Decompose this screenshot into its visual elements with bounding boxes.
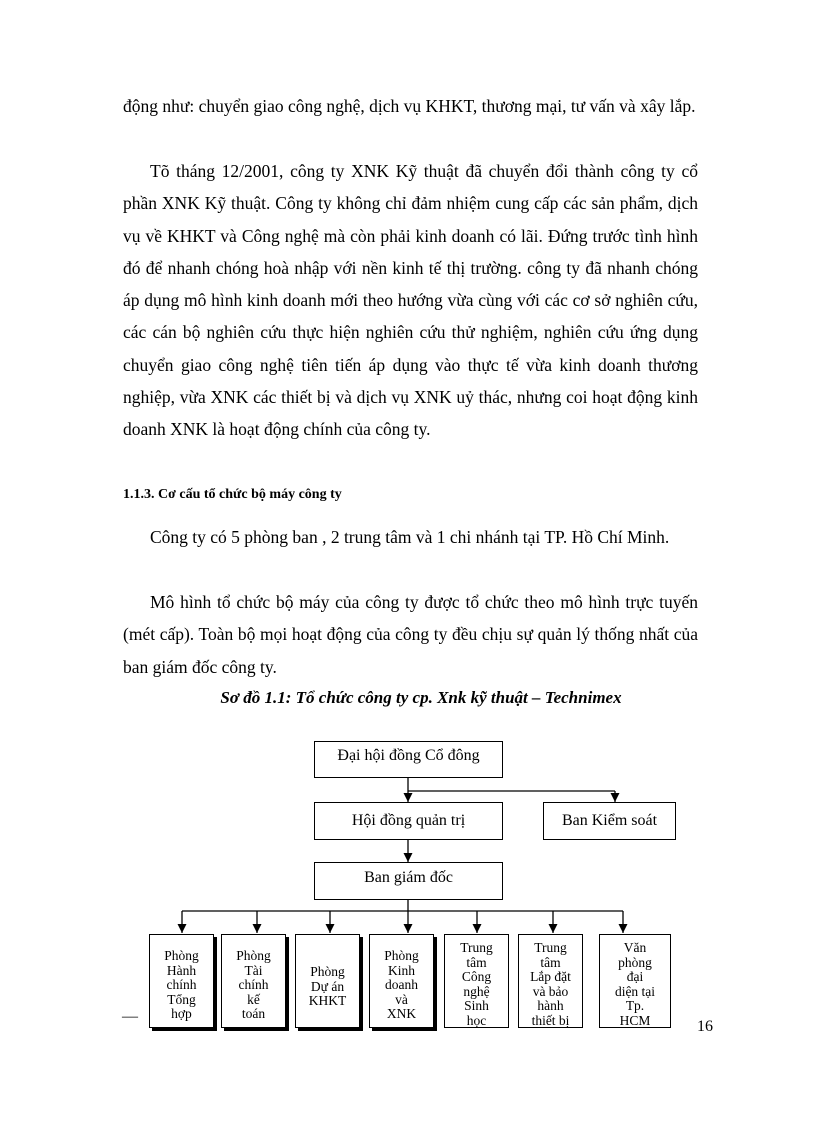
board-label: Hội đồng quản trị <box>351 811 466 829</box>
unit-admin-box: Phòng Hành chính Tổng hợp <box>149 934 214 1028</box>
diagram-caption: Sơ đồ 1.1: Tổ chức công ty cp. Xnk kỹ thuật – Technimex <box>220 688 622 707</box>
board-box <box>314 802 503 840</box>
page-number: 16 <box>697 1018 713 1035</box>
paragraph-continuation: động như: chuyển giao công nghệ, dịch vụ KHKT, thương mại, tư vấn và xây lắp. <box>123 96 696 116</box>
footer-dash: — <box>122 1008 138 1025</box>
shareholders-label: Đại hội đồng Cổ đông <box>337 747 480 764</box>
unit-biotech-box: Trung tâm Công nghệ Sinh học <box>444 934 509 1028</box>
paragraph-departments: Công ty có 5 phòng ban , 2 trung tâm và 1 chi nhánh tại TP. Hồ Chí Minh. <box>150 527 670 547</box>
directors-box <box>314 862 503 900</box>
paragraph-model: Mô hình tổ chức bộ máy của công ty được tổ chức theo mô hình trực tuyến (mét cấp). Toàn bộ mọi hoạt động của công ty đều chịu sự quản lý thống nhất của ban giám đốc công ty. <box>123 592 698 677</box>
unit-hcm-office-box: Văn phòng đại diện tại Tp. HCM <box>599 934 671 1028</box>
directors-label: Ban giám đốc <box>364 869 453 886</box>
unit-project-box: Phòng Dự án KHKT <box>295 934 360 1028</box>
shareholders-box <box>314 741 503 778</box>
unit-installation-box: Trung tâm Lắp đặt và bảo hành thiết bị <box>518 934 583 1028</box>
unit-business-box: Phòng Kinh doanh và XNK <box>369 934 434 1028</box>
unit-finance-box: Phòng Tài chính kế toán <box>221 934 286 1028</box>
paragraph-conversion: Tõ tháng 12/2001, công ty XNK Kỹ thuật đã chuyển đổi thành công ty cổ phần XNK Kỹ thuật. Công ty không chỉ đảm nhiệm cung cấp các sản phẩm, dịch vụ về KHKT và Công nghệ mà còn phải kinh doanh có lãi. Đứng trước tình hình đó để nhanh chóng hoà nhập với nền kinh tế thị trường. công ty đã nhanh chóng áp dụng mô hình kinh doanh mới theo hướng vừa cùng với các cơ sở nghiên cứu, các cán bộ nghiên cứu thực hiện nghiên cứu thử nghiệm, nghiên cứu ứng dụng chuyển giao công nghệ tiên tiến áp dụng vào thực tế vừa kinh doanh thương nghiệp, vừa XNK các thiết bị và dịch vụ XNK uỷ thác, nhưng coi hoạt động kinh doanh XNK là hoạt động chính của công ty. <box>123 161 698 440</box>
section-heading: 1.1.3. Cơ cấu tổ chức bộ máy công ty <box>123 487 342 502</box>
supervisory-label: Ban Kiểm soát <box>561 811 658 829</box>
supervisory-box <box>543 802 676 840</box>
